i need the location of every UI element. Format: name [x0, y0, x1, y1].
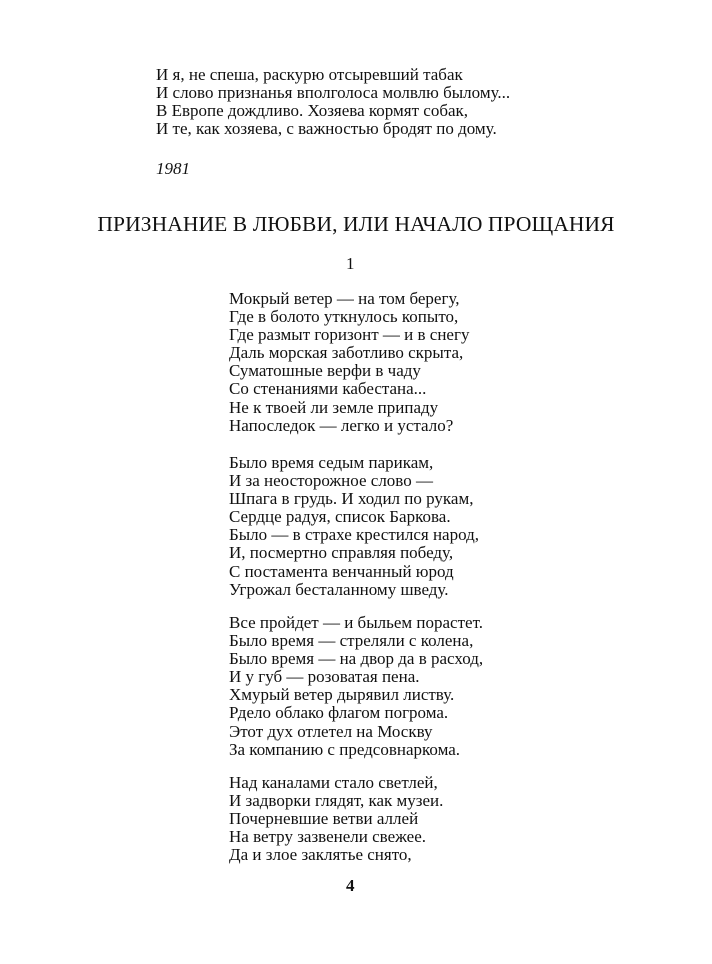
verse-line: И я, не спеша, раскурю отсыревший табак — [156, 65, 463, 84]
verse-line: Да и злое заклятье снято, — [229, 845, 412, 865]
page-number: 4 — [346, 876, 355, 895]
verse-line: Даль морская заботливо скрыта, — [229, 343, 464, 363]
verse-line: Сердце радуя, список Баркова. — [229, 507, 451, 527]
verse-line: И, посмертно справляя победу, — [229, 543, 454, 563]
verse-line: С постамента венчанный юрод — [229, 561, 454, 581]
verse-line: На ветру зазвенели свежее. — [229, 827, 427, 847]
verse-line: Почерневшие ветви аллей — [229, 809, 419, 829]
stanza-3 — [229, 614, 483, 759]
verse-line: Все пройдет — и быльем порастет. — [229, 613, 483, 632]
verse-line: Этот дух отлетел на Москву — [229, 721, 433, 741]
stanza-4 — [229, 774, 443, 864]
verse-line: Мокрый ветер — на том берегу, — [229, 289, 460, 308]
verse-line: Было время — стреляли с колена, — [229, 631, 474, 651]
verse-line: Не к твоей ли земле припаду — [229, 397, 439, 417]
verse-line: Хмурый ветер дырявил листву. — [229, 685, 455, 705]
verse-line: Угрожал бесталанному шведу. — [229, 579, 449, 599]
verse-line: Шпага в грудь. И ходил по рукам, — [229, 489, 474, 509]
verse-line: Напоследок — легко и устало? — [229, 415, 454, 435]
verse-line: Где размыт горизонт — и в снегу — [229, 325, 470, 345]
stanza-1 — [229, 290, 469, 435]
section-number: 1 — [346, 254, 355, 273]
verse-line: Где в болото уткнулось копыто, — [229, 307, 459, 327]
poem-title: ПРИЗНАНИЕ В ЛЮБВИ, ИЛИ НАЧАЛО ПРОЩАНИЯ — [97, 212, 615, 236]
verse-line: Со стенаниями кабестана... — [229, 379, 427, 399]
poem-date: 1981 — [156, 159, 190, 178]
verse-line: И задворки глядят, как музеи. — [229, 791, 444, 811]
verse-line: В Европе дождливо. Хозяева кормят собак, — [156, 101, 469, 121]
verse-line: Было время седым парикам, — [229, 453, 434, 472]
verse-line: Суматошные верфи в чаду — [229, 361, 421, 381]
verse-line: И у губ — розоватая пена. — [229, 667, 420, 687]
closing-stanza — [156, 66, 510, 138]
verse-line: И за неосторожное слово — — [229, 471, 433, 491]
verse-line: Было время — на двор да в расход, — [229, 649, 484, 669]
verse-line: Рдело облако флагом погрома. — [229, 703, 449, 723]
verse-line: И те, как хозяева, с важностью бродят по дому. — [156, 119, 497, 139]
verse-line: И слово признанья вполголоса молвлю былому... — [156, 83, 511, 103]
verse-line: За компанию с предсовнаркома. — [229, 739, 461, 759]
stanza-2 — [229, 454, 479, 599]
verse-line: Над каналами стало светлей, — [229, 773, 438, 792]
verse-line: Было — в страхе крестился народ, — [229, 525, 479, 545]
